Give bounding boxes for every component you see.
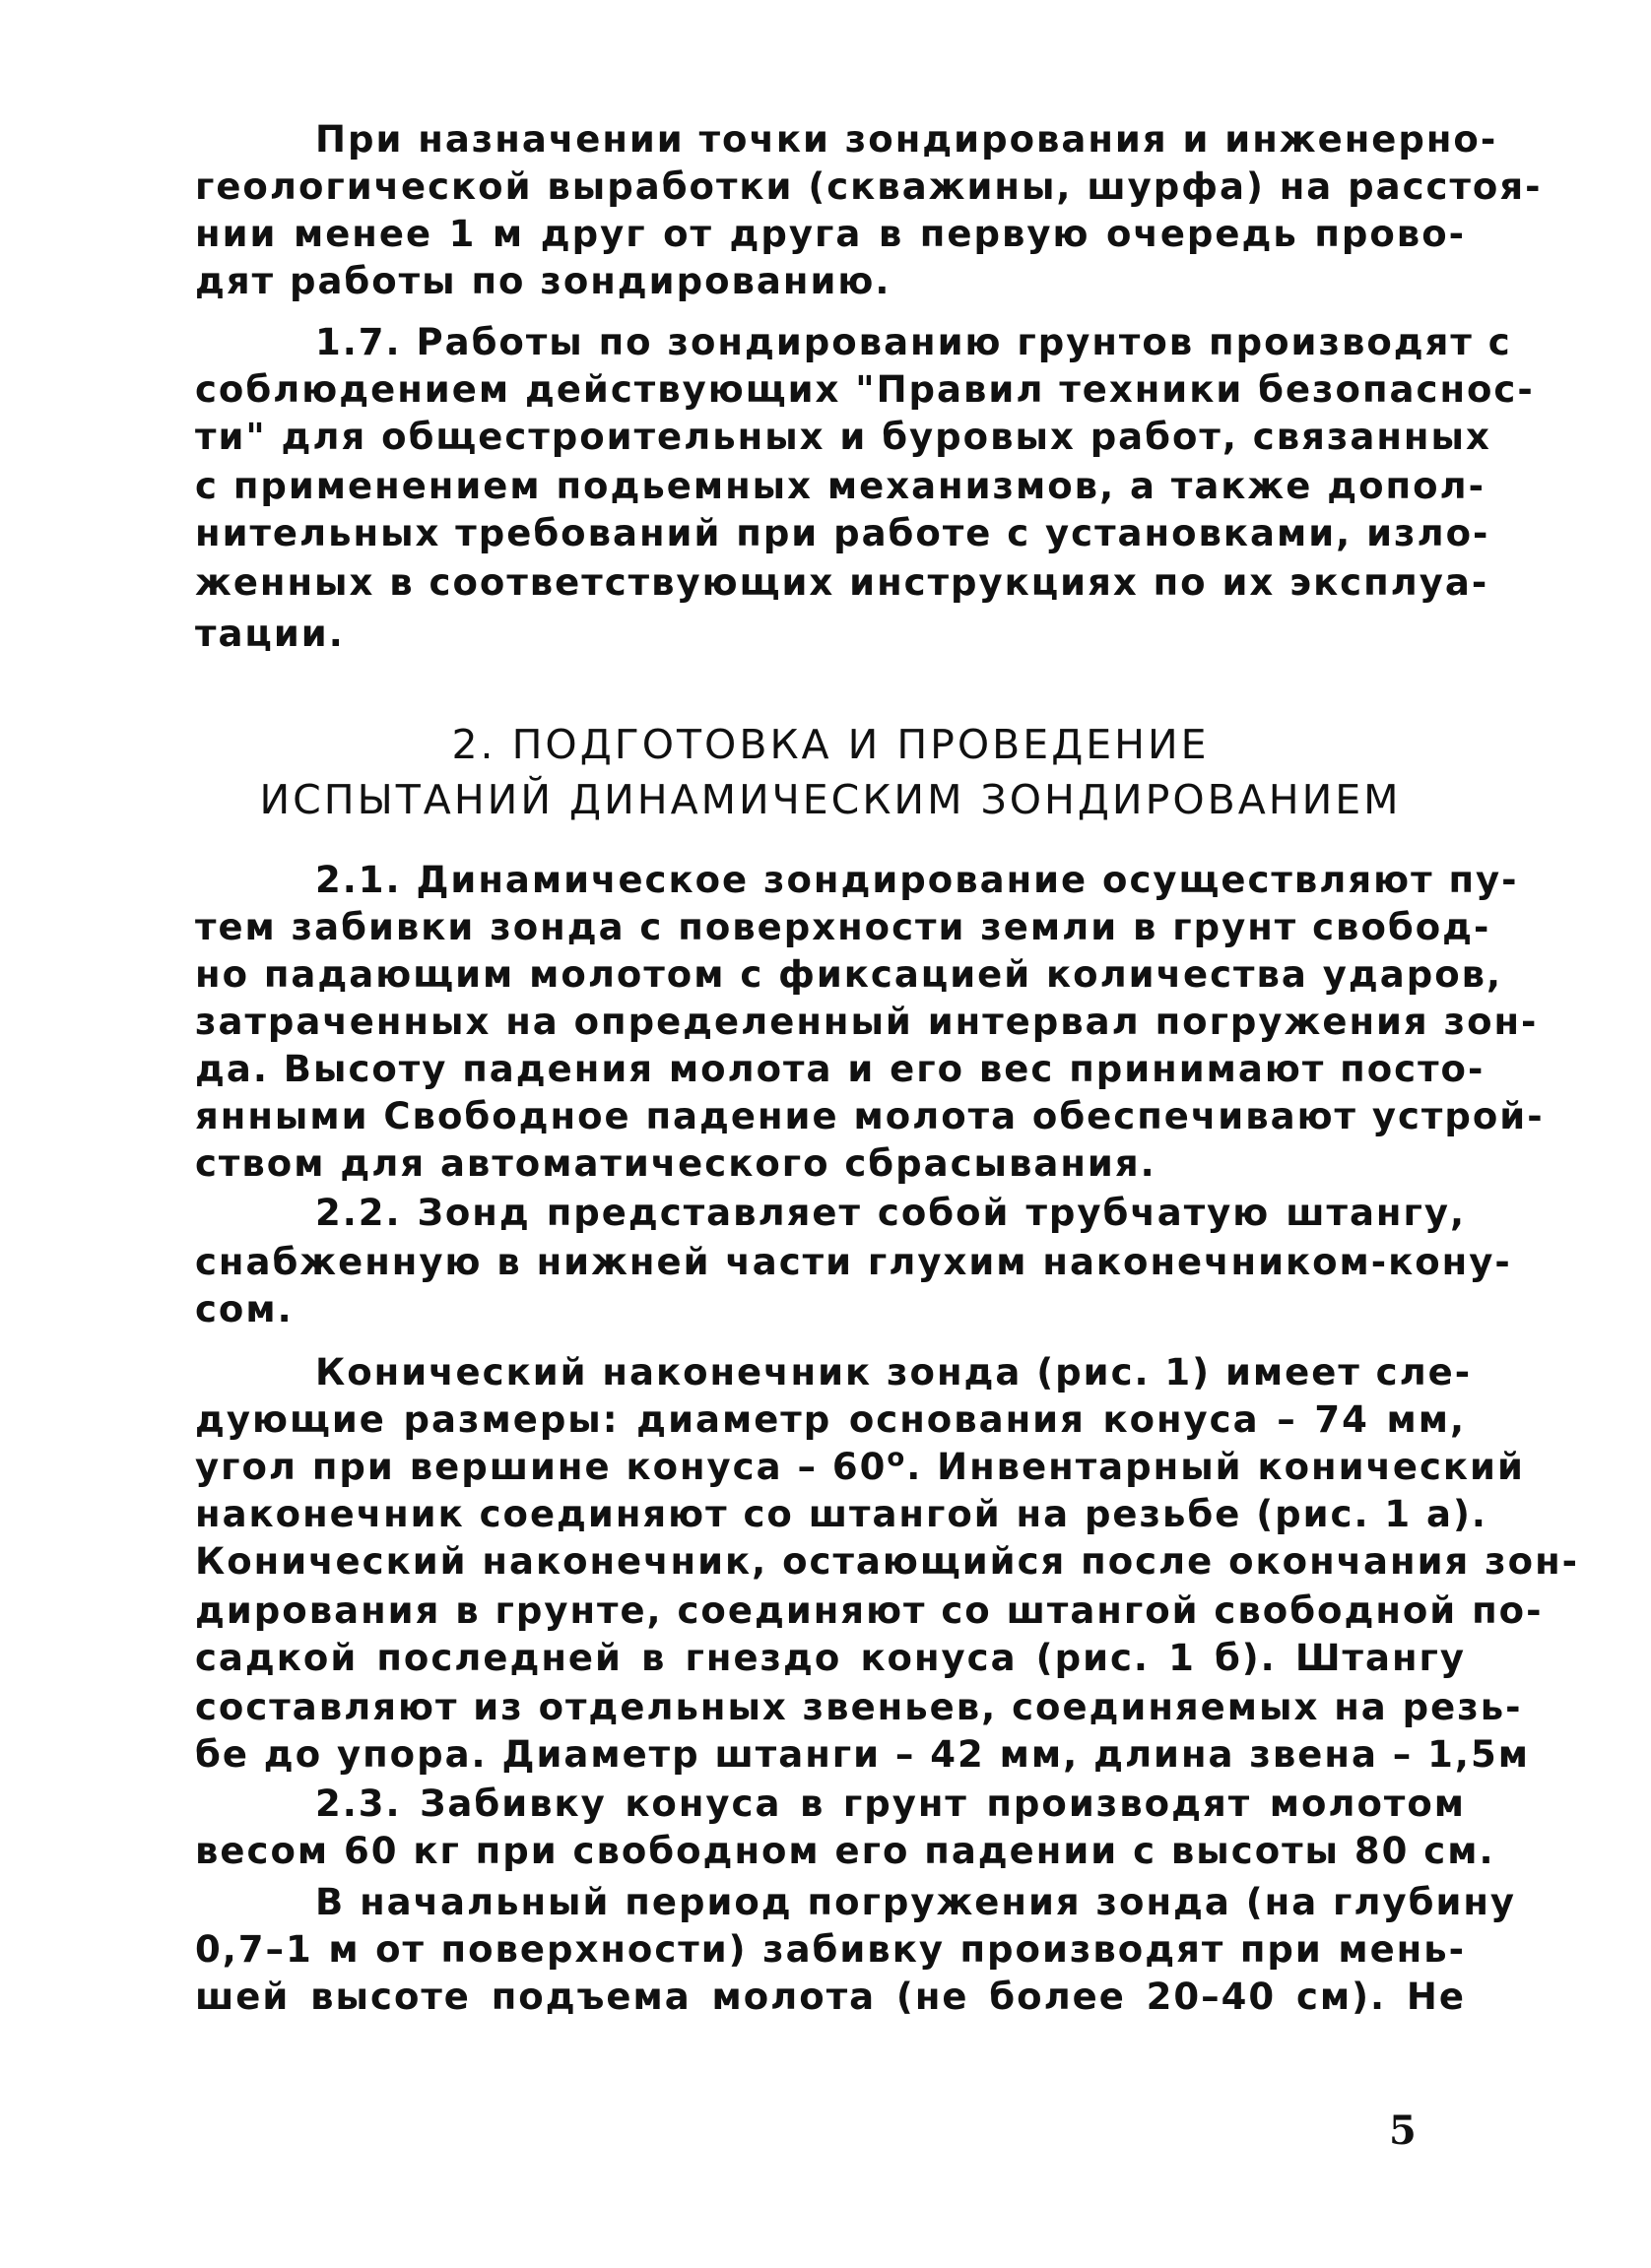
text-line: ти" для общестроительных и буровых работ, связанных [195,416,1491,458]
text-line: Конический наконечник, остающийся после окончания зон- [195,1540,1579,1583]
text-fragment: угол при вершине конуса – 60 [195,1446,888,1488]
text-line: нительных требований при работе с установками, изло- [195,512,1490,554]
text-line: 2.2. Зонд представляет собой трубчатую штангу, [315,1192,1466,1234]
text-line: дят работы по зондированию. [195,260,892,302]
text-line: но падающим молотом с фиксацией количества ударов, [195,953,1503,996]
text-line: наконечник соединяют со штангой на резьбе (рис. 1 а). [195,1493,1487,1535]
text-line [195,1443,1525,1491]
text-line: Конический наконечник зонда (рис. 1) имеет сле- [315,1351,1473,1393]
text-line: дирования в грунте, соединяют со штангой свободной по- [195,1589,1544,1632]
section-heading: 2. ПОДГОТОВКА И ПРОВЕДЕНИЕ [451,721,1210,768]
section-heading: ИСПЫТАНИЙ ДИНАМИЧЕСКИМ ЗОНДИРОВАНИЕМ [259,776,1402,823]
page-number: 5 [1389,2107,1417,2154]
text-line: нии менее 1 м друг от друга в первую очередь прово- [195,213,1466,255]
text-line: с применением подьемных механизмов, а также допол- [195,465,1486,507]
text-line: тации. [195,613,345,655]
degree-mark: о [887,1443,907,1473]
text-line: 0,7–1 м от поверхности) забивку производят при мень- [195,1928,1466,1971]
text-line: сом. [195,1288,294,1330]
text-line: геологической выработки (скважины, шурфа) на расстоя- [195,165,1543,208]
text-line: 2.3. Забивку конуса в грунт производят молотом [315,1782,1466,1825]
text-line: дующие размеры: диаметр основания конуса – 74 мм, [195,1398,1466,1441]
text-line: соблюдением действующих "Правил техники безопаснос- [195,368,1535,411]
text-line: При назначении точки зондирования и инженерно- [315,118,1498,161]
text-line: шей высоте подъема молота (не более 20–40 см). Не [195,1976,1466,2018]
text-line: ством для автоматического сбрасывания. [195,1142,1156,1185]
text-line: весом 60 кг при свободном его падении с высоты 80 см. [195,1830,1495,1872]
text-line: 2.1. Динамическое зондирование осуществляют пу- [315,859,1519,901]
text-line: тем забивки зонда с поверхности земли в грунт свобод- [195,906,1491,948]
text-fragment: . Инвентарный конический [906,1446,1525,1488]
text-line: бе до упора. Диаметр штанги – 42 мм, длина звена – 1,5м [195,1733,1530,1776]
text-line: женных в соответствующих инструкциях по их эксплуа- [195,561,1489,604]
text-line: садкой последней в гнездо конуса (рис. 1 б). Штангу [195,1637,1466,1679]
text-line: янными Свободное падение молота обеспечивают устрой- [195,1095,1545,1137]
text-line: да. Высоту падения молота и его вес принимают посто- [195,1048,1486,1090]
text-line: затраченных на определенный интервал погружения зон- [195,1001,1539,1043]
text-line: В начальный период погружения зонда (на глубину [315,1881,1517,1923]
text-line: снабженную в нижней части глухим наконечником-кону- [195,1241,1512,1283]
text-line: составляют из отдельных звеньев, соединяемых на резь- [195,1686,1523,1728]
text-line: 1.7. Работы по зондированию грунтов производят с [315,321,1512,363]
